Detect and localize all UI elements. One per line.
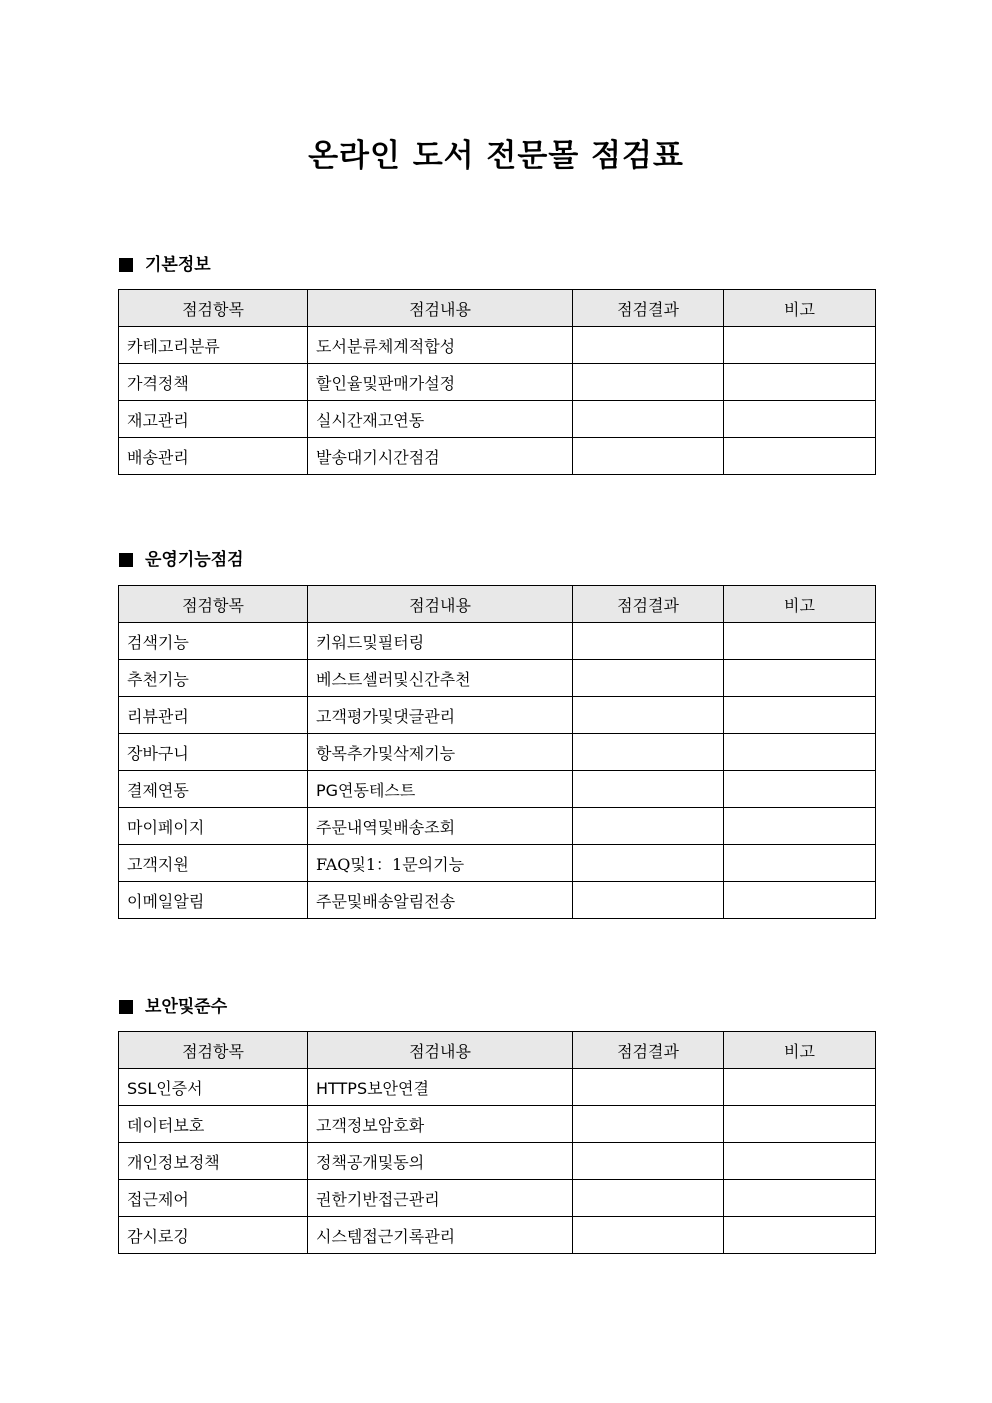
note-cell[interactable] (724, 882, 876, 919)
note-cell[interactable] (724, 401, 876, 438)
table-row (119, 771, 876, 808)
note-cell[interactable] (724, 1106, 876, 1143)
content-cell: 실시간재고연동 (308, 401, 573, 438)
header-check-item: 점검항목 (119, 586, 308, 623)
table-row (119, 660, 876, 697)
document-title: 온라인 도서 전문몰 점검표 (308, 138, 684, 174)
result-cell[interactable] (573, 1106, 724, 1143)
item-cell: 장바구니 (119, 734, 308, 771)
result-cell[interactable] (573, 401, 724, 438)
table-row (119, 623, 876, 660)
content-cell: 도서분류체계적합성 (308, 327, 573, 364)
table-row (119, 1106, 876, 1143)
content-cell: 권한기반접근관리 (308, 1180, 573, 1217)
table-row (119, 734, 876, 771)
header-check-content: 점검내용 (308, 586, 573, 623)
section-heading-operation-check (119, 548, 244, 572)
item-cell: 접근제어 (119, 1180, 308, 1217)
table-row (119, 327, 876, 364)
table-row (119, 808, 876, 845)
content-cell: 베스트셀러및신간추천 (308, 660, 573, 697)
checklist-table-operation-check (118, 585, 876, 919)
content-cell: 주문및배송알림전송 (308, 882, 573, 919)
header-check-result: 점검결과 (573, 586, 724, 623)
section-heading-security-compliance (119, 995, 227, 1019)
table-row (119, 364, 876, 401)
table-row (119, 845, 876, 882)
result-cell[interactable] (573, 771, 724, 808)
result-cell[interactable] (573, 1069, 724, 1106)
item-cell: 개인정보정책 (119, 1143, 308, 1180)
item-cell: 가격정책 (119, 364, 308, 401)
table-row (119, 1069, 876, 1106)
note-cell[interactable] (724, 1217, 876, 1254)
content-cell: 고객정보암호화 (308, 1106, 573, 1143)
table-header-row (119, 586, 876, 623)
content-cell: 정책공개및동의 (308, 1143, 573, 1180)
result-cell[interactable] (573, 623, 724, 660)
black-square-icon (119, 258, 133, 272)
note-cell[interactable] (724, 808, 876, 845)
item-cell: 마이페이지 (119, 808, 308, 845)
result-cell[interactable] (573, 327, 724, 364)
note-cell[interactable] (724, 697, 876, 734)
section-heading-label: 기본정보 (145, 255, 211, 275)
black-square-icon (119, 1000, 133, 1014)
table-row (119, 697, 876, 734)
table-header-row (119, 1032, 876, 1069)
item-cell: 감시로깅 (119, 1217, 308, 1254)
item-cell: 재고관리 (119, 401, 308, 438)
content-cell: PG연동테스트 (308, 771, 573, 808)
table-row (119, 1180, 876, 1217)
note-cell[interactable] (724, 327, 876, 364)
header-check-content: 점검내용 (308, 1032, 573, 1069)
header-note: 비고 (724, 586, 876, 623)
result-cell[interactable] (573, 845, 724, 882)
header-check-result: 점검결과 (573, 1032, 724, 1069)
content-cell: 시스템접근기록관리 (308, 1217, 573, 1254)
table-row (119, 1143, 876, 1180)
item-cell: 추천기능 (119, 660, 308, 697)
result-cell[interactable] (573, 808, 724, 845)
section-heading-basic-info (119, 253, 211, 277)
content-cell: HTTPS보안연결 (308, 1069, 573, 1106)
header-note: 비고 (724, 1032, 876, 1069)
note-cell[interactable] (724, 364, 876, 401)
note-cell[interactable] (724, 771, 876, 808)
item-cell: 카테고리분류 (119, 327, 308, 364)
table-header-row (119, 290, 876, 327)
table-row (119, 882, 876, 919)
item-cell: 결제연동 (119, 771, 308, 808)
content-cell: 키워드및필터링 (308, 623, 573, 660)
table-row (119, 438, 876, 475)
note-cell[interactable] (724, 1069, 876, 1106)
result-cell[interactable] (573, 1143, 724, 1180)
content-cell: 주문내역및배송조회 (308, 808, 573, 845)
header-check-result: 점검결과 (573, 290, 724, 327)
result-cell[interactable] (573, 438, 724, 475)
note-cell[interactable] (724, 734, 876, 771)
content-cell: 항목추가및삭제기능 (308, 734, 573, 771)
item-cell: 리뷰관리 (119, 697, 308, 734)
section-heading-label: 보안및준수 (145, 997, 228, 1017)
note-cell[interactable] (724, 845, 876, 882)
result-cell[interactable] (573, 697, 724, 734)
result-cell[interactable] (573, 364, 724, 401)
item-cell: 고객지원 (119, 845, 308, 882)
result-cell[interactable] (573, 1217, 724, 1254)
table-row (119, 401, 876, 438)
content-cell: 할인율및판매가설정 (308, 364, 573, 401)
black-square-icon (119, 553, 133, 567)
item-cell: 검색기능 (119, 623, 308, 660)
note-cell[interactable] (724, 438, 876, 475)
item-cell: 데이터보호 (119, 1106, 308, 1143)
content-cell: 발송대기시간점검 (308, 438, 573, 475)
content-cell: FAQ및1：1문의기능 (308, 845, 573, 882)
content-cell: 고객평가및댓글관리 (308, 697, 573, 734)
checklist-table-basic-info (118, 289, 876, 475)
note-cell[interactable] (724, 1143, 876, 1180)
table-row (119, 1217, 876, 1254)
item-cell: 배송관리 (119, 438, 308, 475)
result-cell[interactable] (573, 882, 724, 919)
result-cell[interactable] (573, 660, 724, 697)
note-cell[interactable] (724, 623, 876, 660)
item-cell: SSL인증서 (119, 1069, 308, 1106)
section-heading-label: 운영기능점검 (145, 550, 244, 570)
result-cell[interactable] (573, 1180, 724, 1217)
result-cell[interactable] (573, 734, 724, 771)
note-cell[interactable] (724, 1180, 876, 1217)
note-cell[interactable] (724, 660, 876, 697)
header-check-item: 점검항목 (119, 290, 308, 327)
checklist-table-security-compliance (118, 1031, 876, 1254)
item-cell: 이메일알림 (119, 882, 308, 919)
header-check-item: 점검항목 (119, 1032, 308, 1069)
header-check-content: 점검내용 (308, 290, 573, 327)
header-note: 비고 (724, 290, 876, 327)
